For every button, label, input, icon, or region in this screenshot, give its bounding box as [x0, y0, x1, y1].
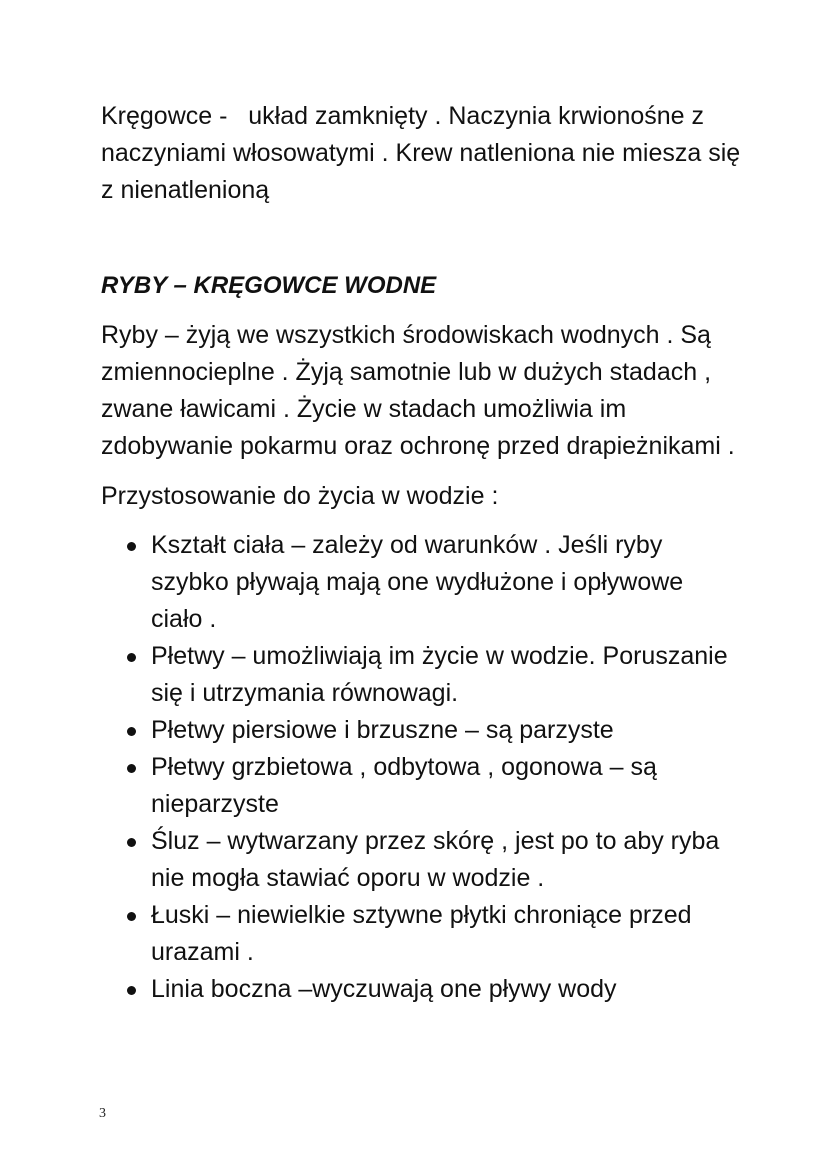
- bullet-icon: [127, 912, 136, 921]
- page-number: 3: [99, 1106, 106, 1121]
- list-item-text: Płetwy piersiowe i brzuszne – są parzyste: [151, 716, 614, 744]
- list-item: [101, 897, 741, 971]
- bullet-icon: [127, 653, 136, 662]
- list-item: [101, 638, 741, 712]
- bullet-icon: [127, 542, 136, 551]
- list-item-text: Śluz – wytwarzany przez skórę , jest po to aby ryba nie mogła stawiać oporu w wodzie .: [151, 827, 720, 892]
- bullet-icon: [127, 838, 136, 847]
- adaptation-intro: Przystosowanie do życia w wodzie :: [101, 482, 499, 510]
- list-item-text: Linia boczna –wyczuwają one pływy wody: [151, 975, 617, 1003]
- fish-description-paragraph: Ryby – żyją we wszystkich środowiskach wodnych . Są zmiennocieplne . Żyją samotnie lub w dużych stadach , zwane ławicami . Życie w stadach umożliwia im zdobywanie pokarmu oraz ochronę przed drapieżnikami .: [101, 321, 735, 460]
- section-heading: RYBY – KRĘGOWCE WODNE: [101, 272, 437, 299]
- list-item: [101, 749, 741, 823]
- list-item: [101, 823, 741, 897]
- list-item-text: Kształt ciała – zależy od warunków . Jeśli ryby szybko pływają mają one wydłużone i opływowe ciało .: [151, 531, 684, 633]
- list-item-text: Płetwy grzbietowa , odbytowa , ogonowa – są nieparzyste: [151, 753, 657, 818]
- list-item: [101, 712, 741, 749]
- intro-paragraph: Kręgowce - układ zamknięty . Naczynia krwionośne z naczyniami włosowatymi . Krew natleniona nie miesza się z nienatlenioną: [101, 102, 748, 204]
- list-item: [101, 971, 741, 1008]
- list-item-text: Łuski – niewielkie sztywne płytki chroniące przed urazami .: [151, 901, 692, 966]
- list-item: [101, 527, 741, 638]
- document-body: [101, 98, 748, 1008]
- bullet-icon: [127, 764, 136, 773]
- bullet-icon: [127, 986, 136, 995]
- list-item-text: Płetwy – umożliwiają im życie w wodzie. Poruszanie się i utrzymania równowagi.: [151, 642, 728, 707]
- bullet-icon: [127, 727, 136, 736]
- adaptation-list: [101, 527, 741, 1008]
